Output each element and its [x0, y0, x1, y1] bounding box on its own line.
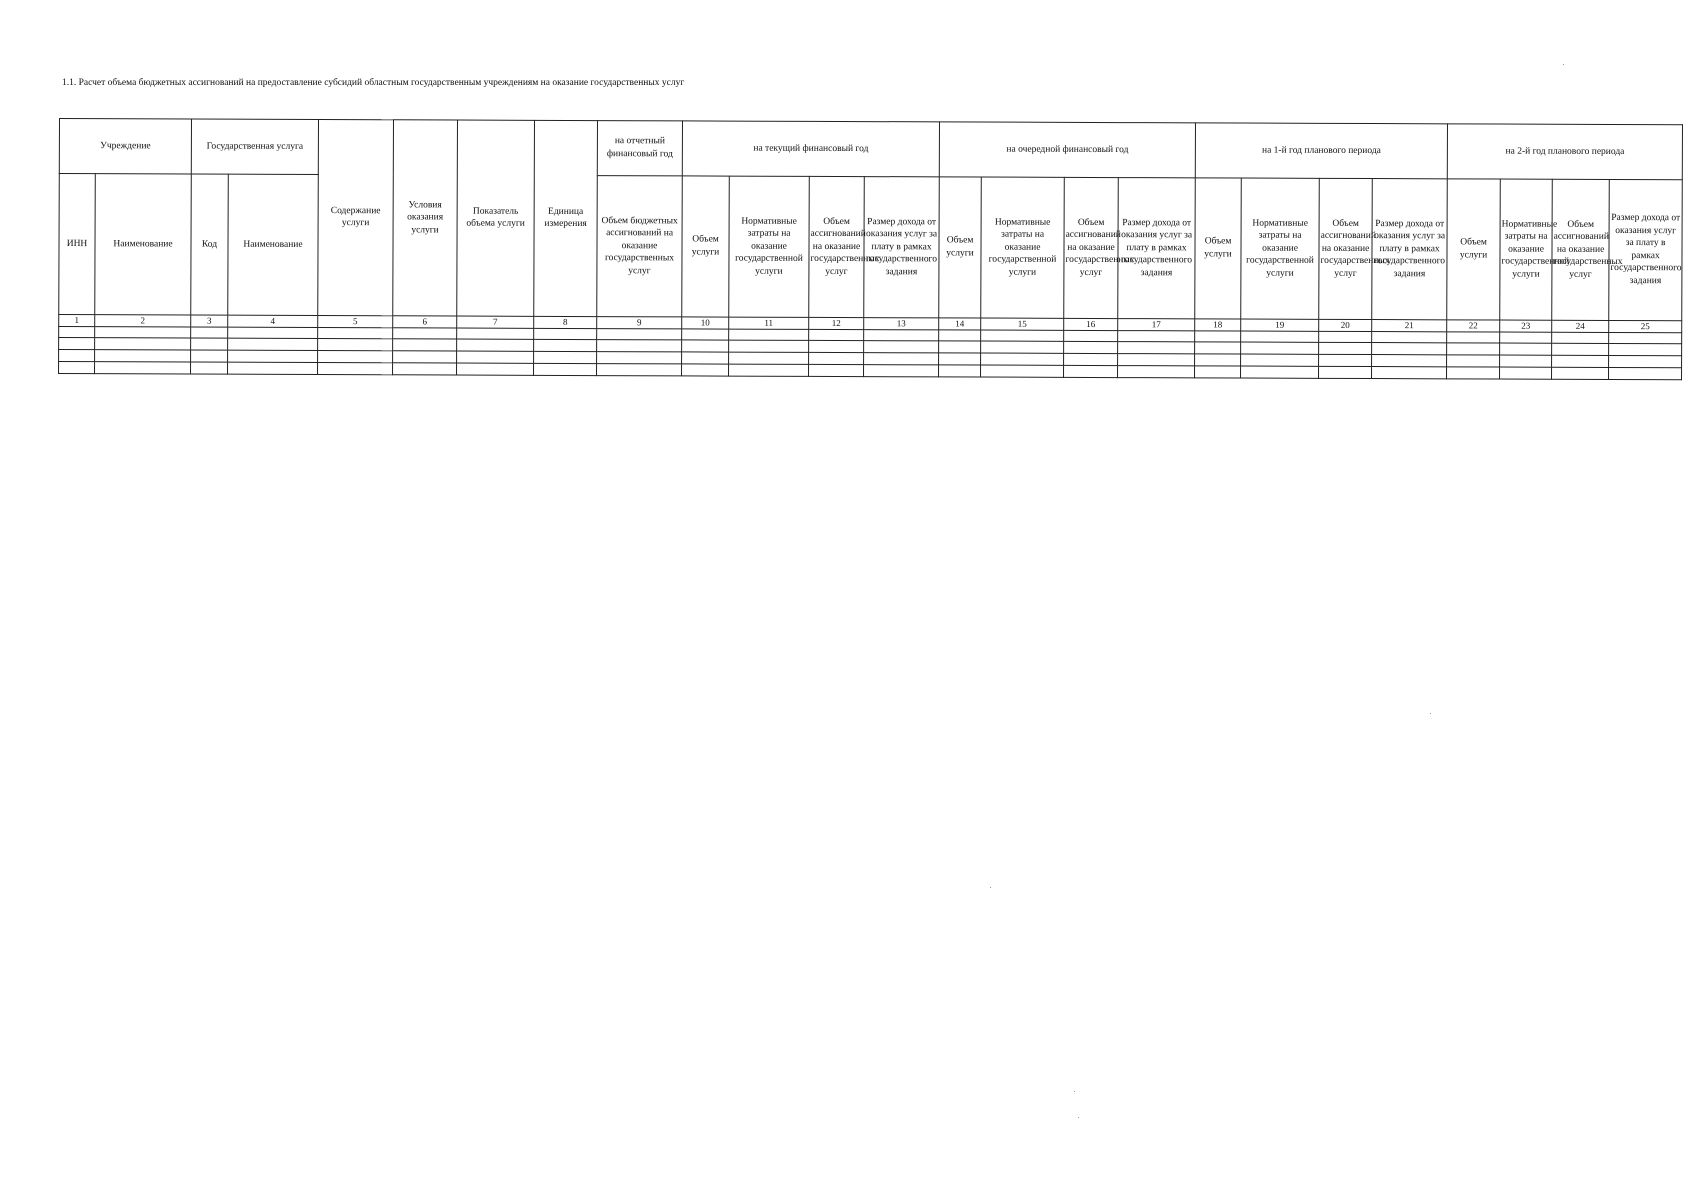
sub-header: Объем услуги [939, 177, 982, 318]
column-number: 24 [1552, 320, 1609, 332]
sub-header: Объем ассигнований на оказание государственных услуг [809, 176, 865, 317]
column-number: 8 [534, 316, 597, 328]
sub-header: Объем услуги [1447, 179, 1501, 320]
sub-header: Нормативные затраты на оказание государственной услуги [1500, 179, 1553, 320]
column-number: 20 [1319, 319, 1372, 331]
header-unit: Единица измерения [534, 120, 598, 316]
sub-header: Размер дохода от оказания услуг за плату в рамках государственного задания [1372, 178, 1448, 319]
header-plan-year-1: на 1-й год планового периода [1195, 123, 1447, 179]
sub-header: Размер дохода от оказания услуг за плату в рамках государственного задания [1609, 179, 1683, 320]
column-number: 15 [981, 318, 1064, 330]
header-service: Государственная услуга [191, 119, 318, 174]
column-number: 21 [1372, 319, 1447, 331]
scan-speck [1074, 1091, 1075, 1092]
column-number: 17 [1118, 318, 1195, 330]
sub-header: Объем ассигнований на оказание государственных услуг [1319, 178, 1373, 319]
column-number: 9 [597, 316, 682, 328]
column-number: 13 [864, 317, 939, 329]
sub-header: Размер дохода от оказания услуг за плату в рамках государственного задания [1118, 177, 1196, 318]
column-number: 25 [1609, 320, 1682, 332]
column-number: 14 [939, 318, 981, 330]
scan-speck [1430, 713, 1431, 714]
column-number: 16 [1064, 318, 1118, 330]
column-number: 10 [682, 317, 729, 329]
column-number: 3 [191, 315, 228, 327]
header-row-sub [59, 173, 1683, 320]
sub-header: Объем бюджетных ассигнований на оказание государственных услуг [597, 175, 683, 316]
header-conditions: Условия оказания услуги [393, 120, 458, 316]
budget-calculation-table [58, 118, 1682, 380]
header-content: Содержание услуги [318, 119, 394, 315]
column-number: 18 [1195, 319, 1241, 331]
column-number: 2 [95, 314, 191, 326]
column-number: 22 [1447, 320, 1500, 332]
column-number: 5 [318, 315, 393, 327]
sub-header: Нормативные затраты на оказание государственной услуги [1241, 178, 1320, 319]
sub-header: Объем ассигнований на оказание государственных услуг [1064, 177, 1119, 318]
header-current-year: на текущий финансовый год [682, 121, 939, 177]
column-number: 12 [809, 317, 864, 329]
column-number: 23 [1500, 320, 1552, 332]
column-number: 6 [393, 316, 457, 328]
header-plan-year-2: на 2-й год планового периода [1447, 124, 1682, 180]
column-number: 11 [729, 317, 809, 329]
header-row-groups [59, 119, 1682, 180]
sub-header: Нормативные затраты на оказание государственной услуги [729, 176, 810, 317]
header-reporting-year: на отчетный финансовый год [597, 121, 682, 176]
sub-header: Размер дохода от оказания услуг за плату в рамках государственного задания [864, 176, 940, 317]
column-number: 19 [1241, 319, 1319, 331]
sub-header: Объем ассигнований на оказание государственных услуг [1552, 179, 1610, 320]
sub-header: Объем услуги [682, 176, 730, 317]
sub-header: Нормативные затраты на оказание государственной услуги [981, 177, 1065, 318]
column-number: 4 [228, 315, 318, 327]
header-institution: Учреждение [59, 119, 191, 174]
document-title: 1.1. Расчет объема бюджетных ассигнований на предоставление субсидий областным государственным учреждениям на оказание государственных услуг [62, 78, 685, 88]
scan-speck [1078, 1117, 1079, 1118]
sub-header: Объем услуги [1195, 178, 1242, 319]
sub-header: ИНН [59, 173, 96, 314]
sub-header: Наименование [228, 174, 319, 315]
scan-speck [1563, 64, 1564, 65]
scan-speck [990, 887, 991, 888]
column-number: 1 [59, 314, 95, 326]
header-next-year: на очередной финансовый год [939, 122, 1195, 178]
column-number: 7 [457, 316, 534, 328]
sub-header: Код [191, 174, 229, 315]
sub-header: Наименование [95, 173, 192, 314]
header-indicator: Показатель объема услуги [457, 120, 535, 316]
